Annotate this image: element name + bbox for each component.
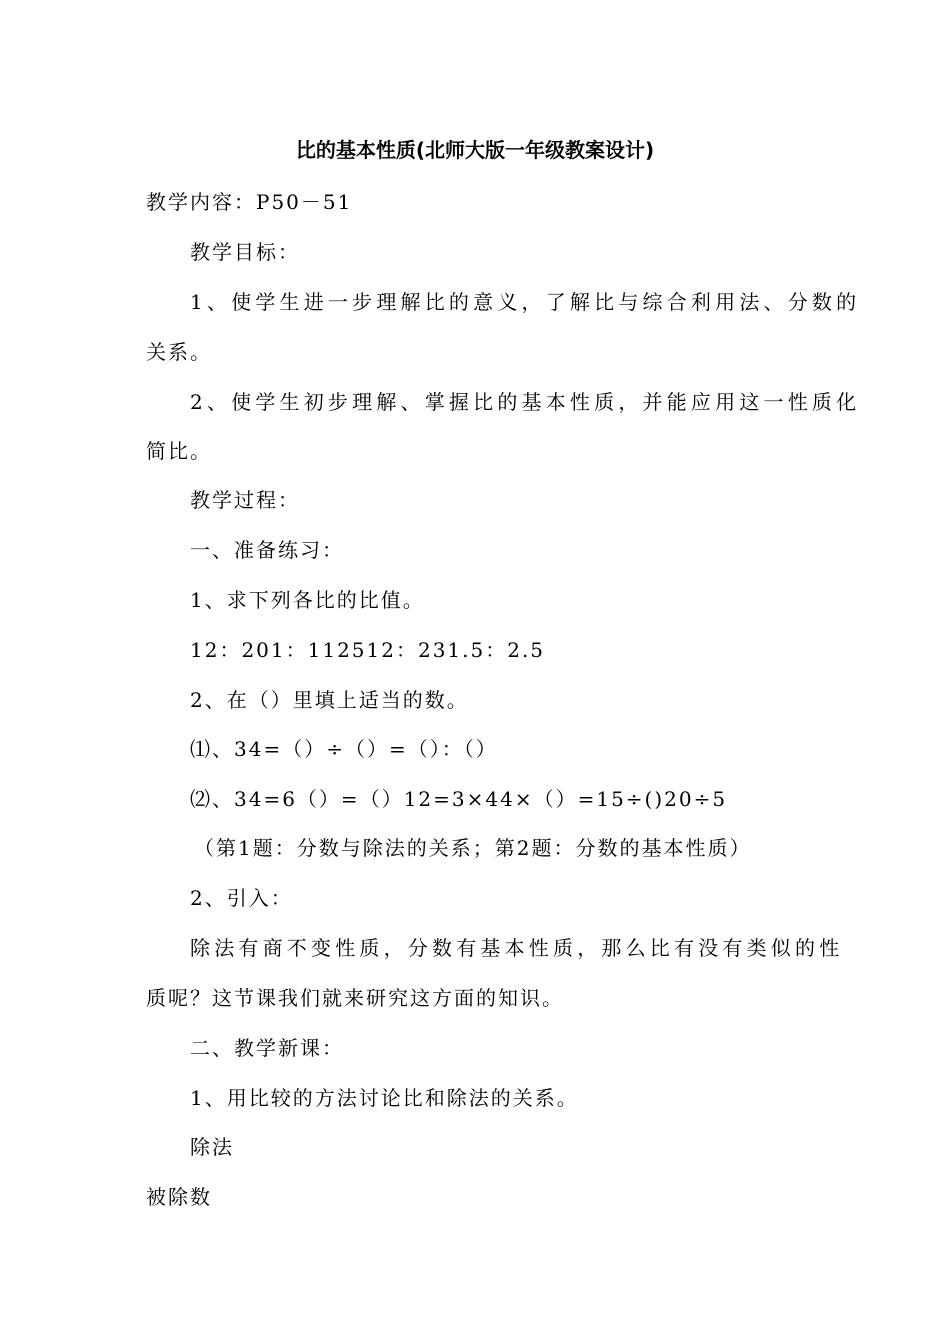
paragraph-line: 二、教学新课： (190, 1036, 344, 1060)
paragraph-line: 除法有商不变性质，分数有基本性质，那么比有没有类似的性 (190, 936, 844, 960)
paragraph-line: 质呢？这节课我们就来研究这方面的知识。 (146, 986, 564, 1010)
paragraph-line: 简比。 (146, 439, 212, 463)
paragraph-line: 教学内容：P50－51 (146, 190, 353, 214)
paragraph-line: 1、求下列各比的比值。 (190, 588, 425, 612)
paragraph-line: 教学过程： (190, 488, 300, 512)
paragraph-line: 教学目标： (190, 240, 300, 264)
paragraph-line: ⑵、34=6（）=（）12=3×44×（）=15÷()20÷5 (190, 787, 728, 811)
paragraph-line: 2、引入： (190, 886, 293, 910)
paragraph-line: （第1题：分数与除法的关系；第2题：分数的基本性质） (194, 836, 752, 860)
paragraph-line: ⑴、34=（）÷（）=（）：（） (190, 737, 498, 761)
paragraph-line: 关系。 (146, 340, 212, 364)
paragraph-line: 1、用比较的方法讨论比和除法的关系。 (190, 1086, 579, 1110)
paragraph-line: 12：201：112512：231.5：2.5 (190, 638, 546, 662)
paragraph-line: 2、在（）里填上适当的数。 (190, 688, 469, 712)
paragraph-line: 一、准备练习： (190, 538, 344, 562)
document-title: 比的基本性质(北师大版一年级教案设计) (295, 138, 655, 162)
paragraph-line: 被除数 (146, 1185, 212, 1209)
paragraph-line: 1、使学生进一步理解比的意义，了解比与综合利用法、分数的 (190, 290, 861, 314)
paragraph-line: 2、使学生初步理解、掌握比的基本性质，并能应用这一性质化 (190, 390, 861, 414)
paragraph-line: 除法 (190, 1135, 234, 1159)
